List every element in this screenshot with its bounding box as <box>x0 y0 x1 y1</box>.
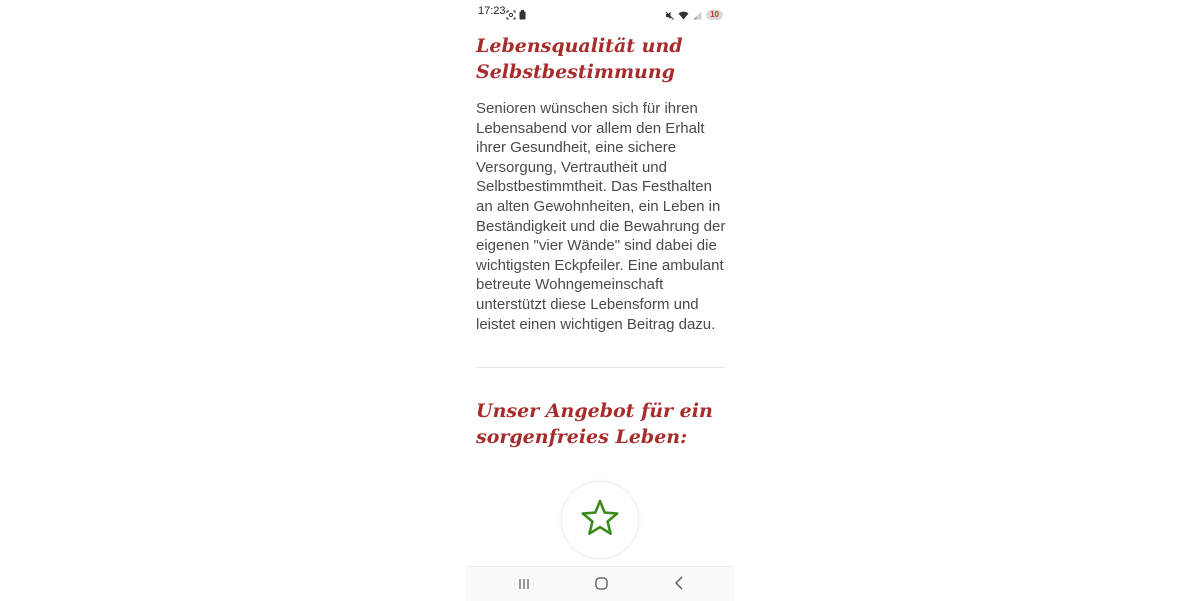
status-right-icons <box>665 5 723 24</box>
star-icon <box>580 498 620 542</box>
phone-screen <box>465 0 735 600</box>
section-body-text: Senioren wünschen sich für ihren Lebensabend vor allem den Erhalt ihrer Gesundheit, eine sichere Versorgung, Vertrautheit und Selbstbestimmtheit. Das Festhalten an alten Gewohnheiten, ein Leben in Beständigkeit und die Bewahrung der eigenen "vier Wände" sind dabei die wichtigsten Eckpfeiler. Eine ambulant betreute Wohngemeinschaft unterstützt diese Lebensform und leistet einen wichtigen Beitrag dazu. <box>476 100 726 333</box>
navigation-bar <box>465 566 735 601</box>
section-heading-lebensqualitaet: Lebensqualität und Selbstbestimmung <box>476 35 683 83</box>
wifi-icon <box>678 5 689 24</box>
status-time: 17:23 <box>478 5 506 17</box>
recent-apps-icon <box>518 575 530 594</box>
battery-saver-icon <box>519 5 526 24</box>
main-content <box>476 33 726 334</box>
recent-apps-button[interactable] <box>514 575 534 593</box>
section-heading-angebot: Unser Angebot für ein sorgenfreies Leben: <box>476 400 713 448</box>
section-divider <box>476 367 725 368</box>
mute-icon <box>665 5 674 24</box>
home-button[interactable] <box>591 575 611 593</box>
battery-icon: 10 <box>706 10 723 20</box>
home-icon <box>595 575 608 594</box>
feature-badge <box>562 482 638 558</box>
status-bar <box>465 0 735 22</box>
back-button[interactable] <box>669 575 689 593</box>
back-icon <box>674 575 684 594</box>
section-angebot <box>476 398 726 450</box>
screenshot-icon <box>506 5 516 24</box>
signal-icon <box>693 5 702 24</box>
status-left-icons <box>506 5 526 24</box>
